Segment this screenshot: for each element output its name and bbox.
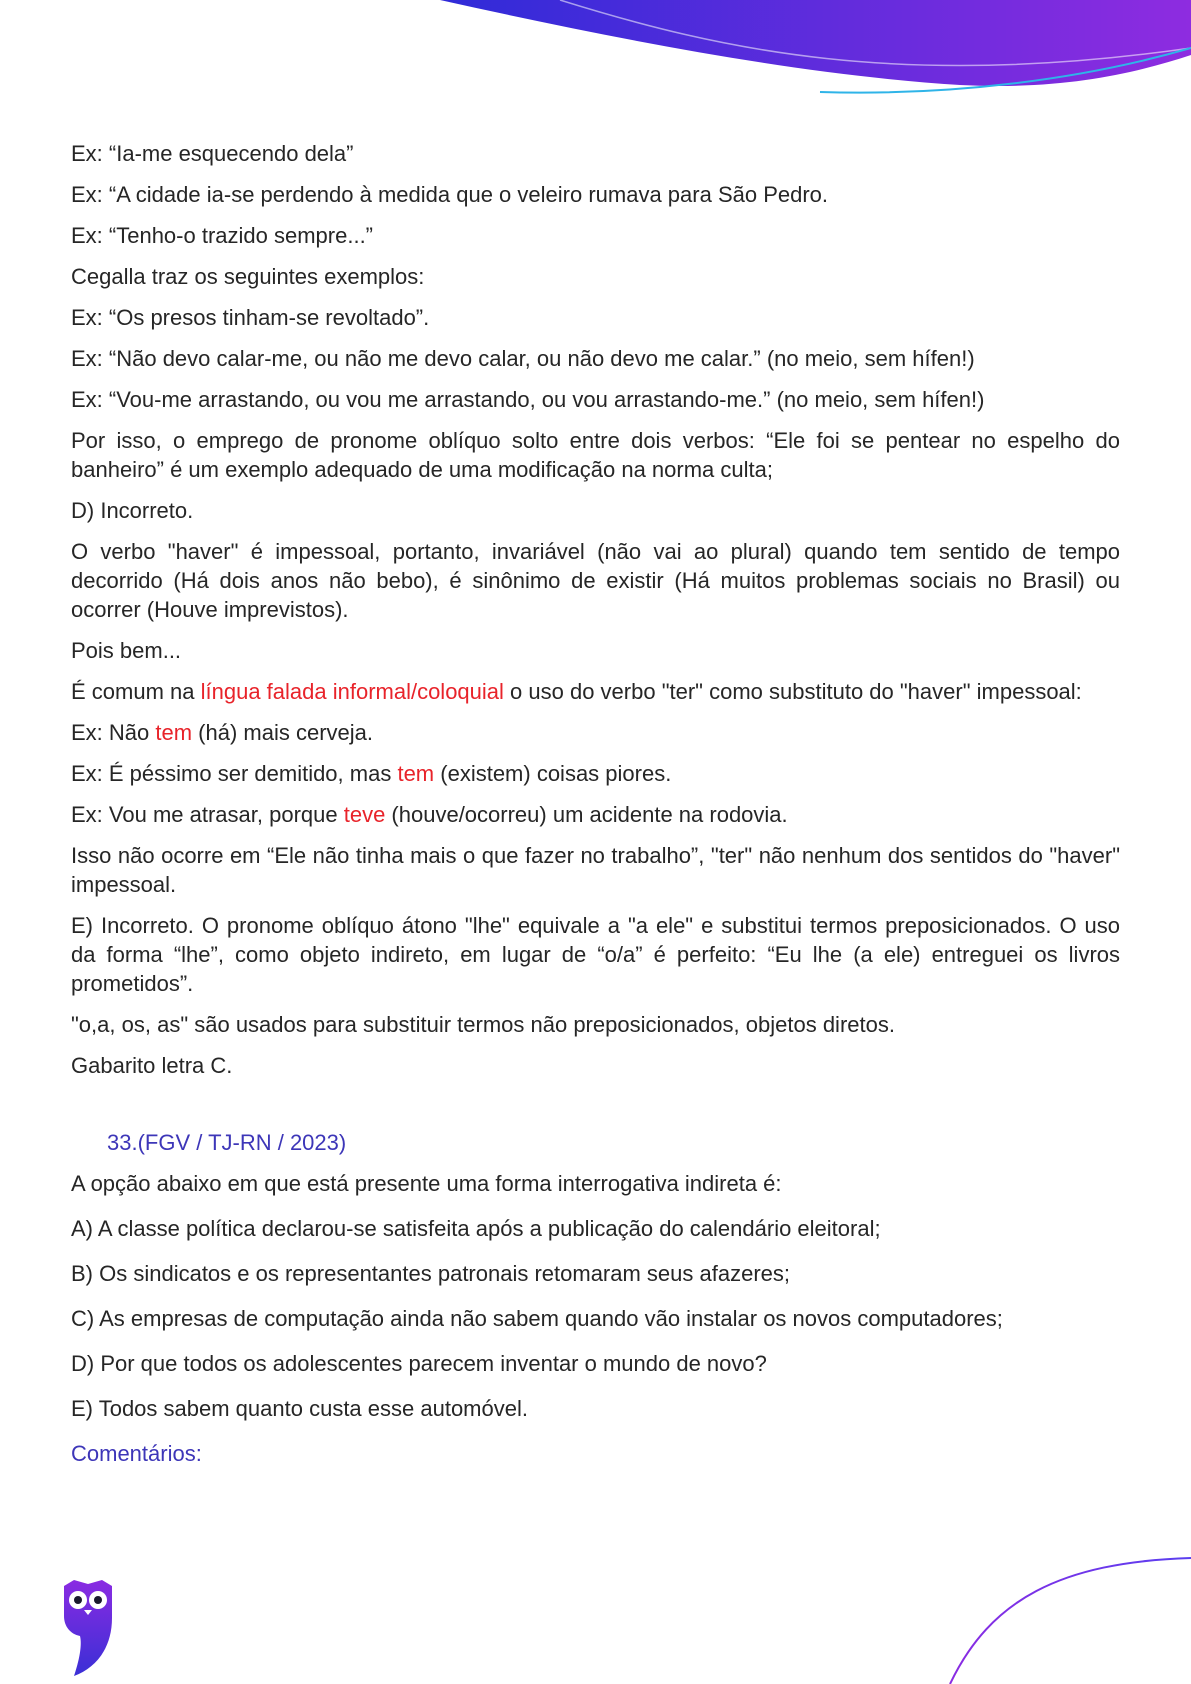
text-paragraph	[71, 677, 1120, 706]
example-paragraph: Ex: “A cidade ia-se perdendo à medida que o veleiro rumava para São Pedro.	[71, 182, 829, 207]
highlight-text: tem	[155, 720, 193, 745]
option-verdict: D) Incorreto.	[71, 498, 194, 523]
question-option-b: B) Os sindicatos e os representantes patronais retomaram seus afazeres;	[71, 1261, 791, 1286]
question-title: 33.(FGV / TJ-RN / 2023)	[107, 1130, 347, 1155]
owl-logo-icon	[60, 1578, 116, 1678]
example-paragraph	[71, 800, 1120, 829]
footer-curve-decoration	[0, 1540, 1191, 1684]
text-paragraph: O verbo "haver" é impessoal, portanto, invariável (não vai ao plural) quando tem sentido de tempo decorrido (Há dois anos não bebo), é sinônimo de existir (Há muitos problemas sociais no Brasil) ou ocorrer (Houve imprevistos).	[71, 539, 1120, 622]
question-option-a: A) A classe política declarou-se satisfeita após a publicação do calendário eleitoral;	[71, 1216, 881, 1241]
example-paragraph	[71, 759, 1120, 788]
question-option-d: D) Por que todos os adolescentes parecem inventar o mundo de novo?	[71, 1351, 767, 1376]
text-paragraph: Pois bem...	[71, 638, 182, 663]
example-paragraph: Ex: “Tenho-o trazido sempre...”	[71, 223, 374, 248]
highlight-text: tem	[397, 761, 435, 786]
text-run: (há) mais cerveja.	[192, 720, 374, 745]
text-run: (existem) coisas piores.	[434, 761, 672, 786]
question-option-c: C) As empresas de computação ainda não sabem quando vão instalar os novos computadores;	[71, 1306, 1003, 1331]
example-paragraph: Ex: “Ia-me esquecendo dela”	[71, 141, 354, 166]
question-prompt: A opção abaixo em que está presente uma forma interrogativa indireta é:	[71, 1171, 782, 1196]
example-paragraph	[71, 718, 1120, 747]
text-paragraph: Isso não ocorre em “Ele não tinha mais o que fazer no trabalho”, "ter" não nenhum dos sentidos do "haver" impessoal.	[71, 843, 1120, 897]
question-option-e: E) Todos sabem quanto custa esse automóvel.	[71, 1396, 528, 1421]
highlight-text: língua falada informal/coloquial	[200, 679, 504, 704]
text-paragraph: Por isso, o emprego de pronome oblíquo solto entre dois verbos: “Ele foi se pentear no espelho do banheiro” é um exemplo adequado de uma modificação na norma culta;	[71, 428, 1120, 482]
document-body	[71, 139, 1120, 1480]
answer-key: Gabarito letra C.	[71, 1053, 233, 1078]
header-wave-decoration	[0, 0, 1191, 110]
text-paragraph: E) Incorreto. O pronome oblíquo átono "lhe" equivale a "a ele" e substitui termos preposicionados. O uso da forma “lhe”, como objeto indireto, em lugar de “o/a” é perfeito: “Eu lhe (a ele) entreguei os livros prometidos”.	[71, 913, 1120, 996]
example-paragraph: Ex: “Não devo calar-me, ou não me devo calar, ou não devo me calar.” (no meio, sem hífen!)	[71, 346, 975, 371]
text-paragraph: "o,a, os, as" são usados para substituir termos não preposicionados, objetos diretos.	[71, 1012, 895, 1037]
text-run: (houve/ocorreu) um acidente na rodovia.	[385, 802, 788, 827]
example-paragraph: Ex: “Vou-me arrastando, ou vou me arrastando, ou vou arrastando-me.” (no meio, sem hífen!)	[71, 387, 985, 412]
text-run: É comum na	[71, 679, 201, 704]
text-run: Ex: Vou me atrasar, porque	[71, 802, 344, 827]
text-run: o uso do verbo "ter" como substituto do "haver" impessoal:	[503, 679, 1082, 704]
text-run: Ex: Não	[71, 720, 156, 745]
highlight-text: teve	[343, 802, 386, 827]
text-paragraph: Cegalla traz os seguintes exemplos:	[71, 264, 425, 289]
comments-heading: Comentários:	[71, 1441, 202, 1466]
example-paragraph: Ex: “Os presos tinham-se revoltado”.	[71, 305, 430, 330]
text-run: Ex: É péssimo ser demitido, mas	[71, 761, 398, 786]
